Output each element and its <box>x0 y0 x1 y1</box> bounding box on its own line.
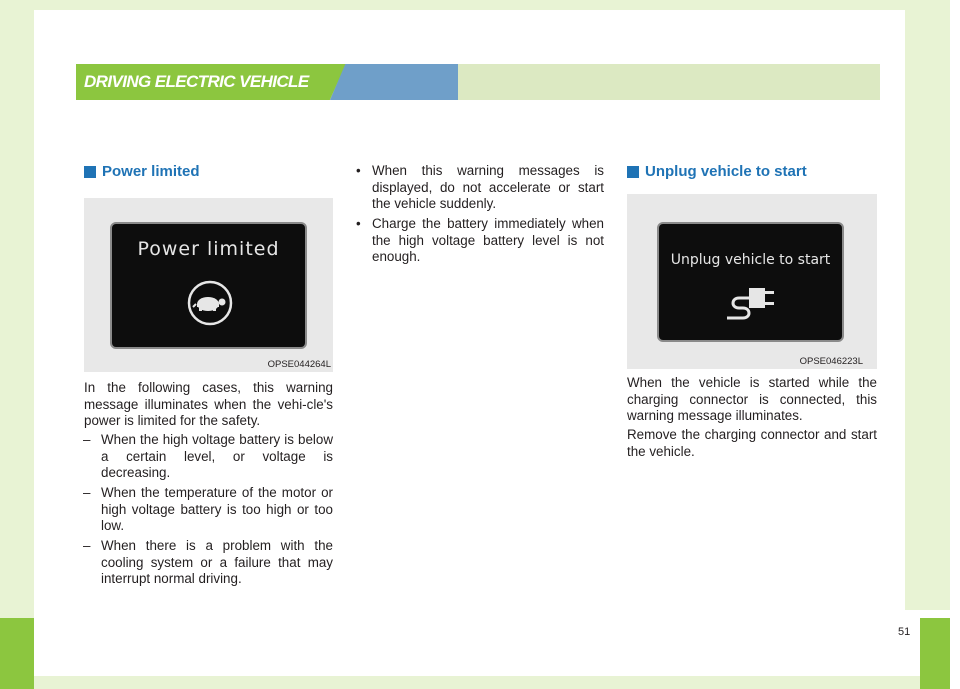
power-limited-figure-code: OPSE044264L <box>267 359 331 370</box>
list-item-text: When the temperature of the motor or high voltage battery is too high or too low. <box>101 485 333 533</box>
unplug-figure <box>627 194 877 369</box>
unplug-display <box>657 222 844 342</box>
section-title: DRIVING ELECTRIC VEHICLE <box>84 72 309 91</box>
list-item-text: Charge the battery immediately when the high voltage battery level is not enough. <box>372 216 604 264</box>
list-item <box>356 163 604 213</box>
page-right-border <box>905 10 950 610</box>
power-limited-display <box>110 222 307 349</box>
page-corner-right <box>920 618 950 689</box>
list-item <box>83 538 333 588</box>
page-number: 51 <box>898 626 911 638</box>
page-bottom-border <box>34 676 920 689</box>
list-item-text: When there is a problem with the cooling system or a failure that may interrupt normal driving. <box>101 538 333 586</box>
power-limited-intro: In the following cases, this warning message illuminates when the vehi-cle's power is limited for the safety. <box>84 380 333 428</box>
list-item <box>83 485 333 535</box>
page-top-border <box>34 0 950 10</box>
bullet-marker: • <box>356 216 361 231</box>
unplug-display-text: Unplug vehicle to start <box>670 252 831 268</box>
unplug-paragraph-2: Remove the charging connector and start the vehicle. <box>627 427 877 459</box>
unplug-heading <box>627 163 807 180</box>
power-limited-display-text: Power limited <box>137 238 280 260</box>
dash-marker: – <box>83 538 91 553</box>
unplug-heading-text: Unplug vehicle to start <box>645 163 807 180</box>
page-left-border <box>0 0 34 689</box>
page-corner-left <box>0 618 34 689</box>
power-limited-figure <box>84 198 333 372</box>
unplug-paragraph-1: When the vehicle is started while the charging connector is connected, this warning message illuminates. <box>627 375 877 423</box>
list-item-text: When this warning messages is displayed, do not accelerate or start the vehicle suddenly. <box>372 163 604 211</box>
heading-square-icon <box>84 166 96 178</box>
unplug-figure-code: OPSE046223L <box>799 356 863 367</box>
section-header-accent <box>330 64 458 100</box>
charging-plug-icon <box>721 280 781 324</box>
list-item <box>83 432 333 482</box>
list-item <box>356 216 604 266</box>
power-limited-heading-text: Power limited <box>102 163 200 180</box>
heading-square-icon <box>627 166 639 178</box>
turtle-icon <box>187 280 233 326</box>
dash-marker: – <box>83 432 91 447</box>
dash-marker: – <box>83 485 91 500</box>
list-item-text: When the high voltage battery is below a certain level, or voltage is decreasing. <box>101 432 333 480</box>
power-limited-heading <box>84 163 200 180</box>
bullet-marker: • <box>356 163 361 178</box>
